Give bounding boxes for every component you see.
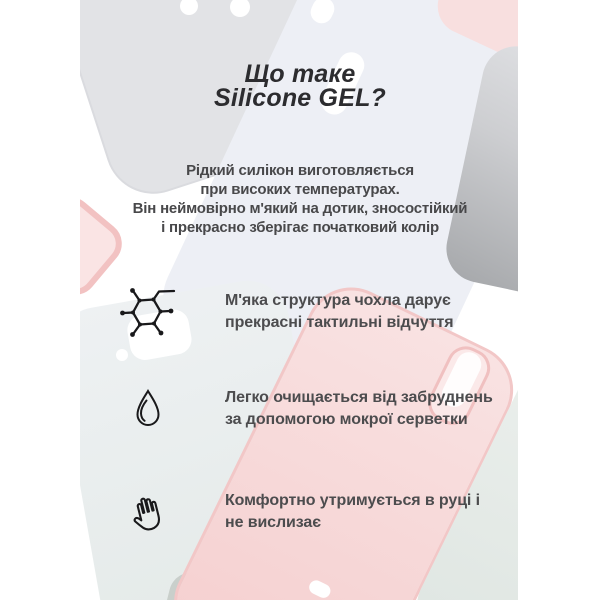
molecule-icon [116, 281, 180, 343]
intro-line: при високих температурах. [200, 181, 400, 198]
feature-text [225, 490, 480, 534]
feature-grip [116, 477, 496, 547]
feature-soft-structure [116, 277, 496, 347]
feature-text [225, 387, 493, 431]
intro-line: Він неймовірно м'який на дотик, зносостійкий [132, 200, 468, 217]
title-line-2: Silicone GEL? [213, 83, 387, 112]
feature-line: прекрасні тактильні відчуття [225, 314, 454, 331]
feature-line: не вислизає [225, 514, 321, 531]
feature-text [225, 290, 453, 334]
feature-line: М'яка структура чохла дарує [225, 292, 451, 309]
water-drop-icon [116, 386, 180, 432]
intro-line: і прекрасно зберігає початковий колір [161, 219, 439, 236]
feature-line: Комфортно утримується в руці і [225, 492, 480, 509]
feature-easy-clean [116, 374, 496, 444]
intro-line: Рідкий силікон виготовляється [186, 162, 414, 179]
title-line-1: Що таке [244, 59, 356, 88]
hand-icon [116, 490, 180, 534]
page-title [0, 59, 600, 112]
feature-line: за допомогою мокрої серветки [225, 411, 468, 428]
feature-line: Легко очищається від забруднень [225, 389, 493, 406]
intro-paragraph [0, 161, 600, 237]
